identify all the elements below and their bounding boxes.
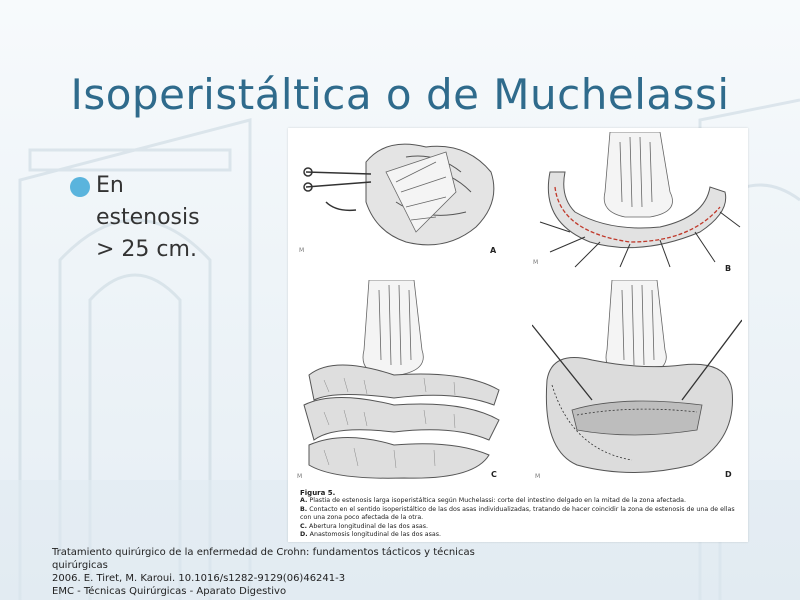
slide-title: Isoperistáltica o de Muchelassi xyxy=(70,70,730,119)
bullet-text xyxy=(96,170,226,266)
panel-a-letter: A xyxy=(490,246,497,255)
svg-text:M: M xyxy=(535,473,541,480)
svg-text:M: M xyxy=(299,247,305,254)
bullet-line-2: estenosis xyxy=(96,205,200,230)
caption-line-b: B. Contacto en el sentido isoperistáltico de las dos asas individualizadas, tratando de hacer coincidir la zona de estenosis de una de ellas con una zona poco afectada de la otra. xyxy=(300,505,735,522)
caption-line-d: D. Anastomosis longitudinal de las dos asas. xyxy=(300,531,442,539)
bullet-line-1: En xyxy=(96,173,124,198)
bullet-dot-icon xyxy=(70,177,90,197)
panel-c-letter: C xyxy=(491,470,497,479)
caption-title: Figura 5. xyxy=(300,489,336,497)
panel-d-letter: D xyxy=(725,470,732,479)
source-line-2: 2006. E. Tiret, M. Karoui. 10.1016/s1282-9129(06)46241-3 xyxy=(52,573,346,584)
svg-text:M: M xyxy=(533,259,539,266)
surgical-figure xyxy=(288,128,748,542)
figure-caption xyxy=(300,489,744,539)
svg-text:M: M xyxy=(297,473,303,480)
source-line-3: EMC - Técnicas Quirúrgicas - Aparato Digestivo xyxy=(52,586,287,597)
panel-d-illustration xyxy=(532,280,742,485)
panel-b-letter: B xyxy=(725,264,732,273)
panel-a-illustration xyxy=(296,132,506,262)
panel-c-illustration xyxy=(294,280,506,485)
source-line-1: Tratamiento quirúrgico de la enfermedad de Crohn: fundamentos tácticos y técnicas quirúrgicas xyxy=(52,547,475,571)
source-citation xyxy=(52,546,522,598)
caption-line-a: A. Plastia de estenosis larga isoperistáltica según Muchelassi: corte del intestino delgado en la mitad de la zona afectada. xyxy=(300,497,686,505)
caption-line-c: C. Abertura longitudinal de las dos asas. xyxy=(300,522,429,530)
bullet-line-3: > 25 cm. xyxy=(96,237,197,262)
panel-b-illustration xyxy=(530,132,742,272)
